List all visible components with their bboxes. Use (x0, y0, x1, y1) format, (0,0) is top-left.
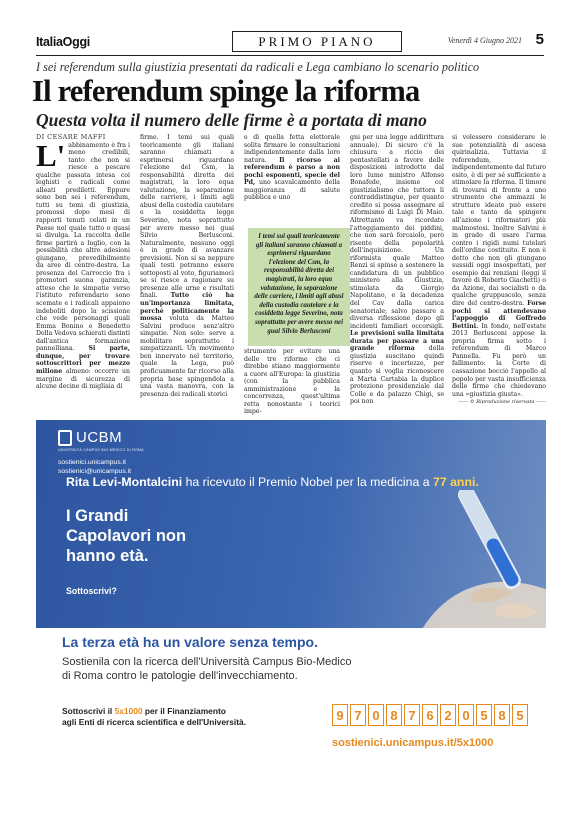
column-text: della giustizia suscitano quindi riserve e incertezze, per quanto si voglia riconoscere a Marta Cartabia la duplice protezione presidenziale dal Colle e da palazzo Chigi, se poi non (350, 345, 444, 406)
article-column-5 (452, 134, 546, 416)
hand-with-test-tube-icon (376, 490, 546, 628)
column-lead: Le previsioni sulla limitata durata per passare a una grande riforma (350, 330, 444, 353)
rights-note: —— © Riproduzione riservata —— (458, 399, 546, 406)
column-text: voluta da Matteo Salvini produce senz'altro simpatie. Non solo: serve a mobilitare soprattutto i simpatizzanti. Un movimento ben innervato nel territorio, quale la Lega, può proficuamente far ricorso alla propria base spingendola a una vasta manovra, con la presenza dei radicali storici (140, 315, 234, 398)
newspaper-logo: ItaliaOggi (36, 34, 90, 49)
column-lead: Tutto ciò ha un'importanza limitata, perché politicamente la mossa (140, 292, 234, 323)
tax-code-digit: 8 (494, 704, 510, 726)
ad-body-line: di Roma contro le patologie dell'invecchiamento. (62, 670, 298, 682)
ad-cta (62, 706, 246, 728)
issue-date: Venerdì 4 Giugno 2021 (447, 36, 522, 45)
ad-cta-text: per il Finanziamento (142, 706, 226, 716)
ad-body (62, 655, 351, 683)
column-text: almeno: occorre un margine di sicurezza di alcune decine di migliaia di (36, 367, 130, 391)
tax-code-digit: 7 (350, 704, 366, 726)
article-body (36, 134, 546, 416)
ad-contacts (58, 459, 131, 476)
ad-tagline-name: Rita Levi-Montalcini (66, 475, 183, 489)
ad-ask: Sottoscrivi? (66, 586, 117, 596)
column-text: abbinamento è fra i meno credibili, tanto che non si riesce a pescare qualche passata intesa coi leghisti e radicali come alleati prediletti. Eppure sono ben sei i referendum, tutti su temi di giustizia, promossi dopo mesi di rapporti tenuti celati in un Paese nel quale tutto o quasi si divulga. La raccolta delle firme partirà a luglio, con la possibilità che altre adesioni giungano, prevedibilmente da aree di centro-destra. La presenza del Carroccio fra i promotori suona garanzia, atteso che le simpatie verso l'istituto referendario sono scemate e i radicali appaiono indeboliti dopo la scissione che vede personaggi quali Emma Bonino e Benedetto Della Vedova schierati distinti dall'antica formazione pannelliana. (36, 141, 130, 353)
column-text: gni per una legge addirittura annuale). Di sicuro c'è la chiusura a riccio dei pentastellati a favore delle disposizioni introdotte dal loro lume ministro Alfonso Bonafede, insieme col giustizialismo che tuttora li contraddistingue, per quanto credito si possa assegnare al riformismo di Luigi Di Maio. Altrettanto va ricordato l'atteggiamento dei piddini, che non sarà forcaiolo, però risente della popolarità dell'inquisizione. Un riformista quale Matteo Renzi si spinse a sostenere la candidatura di un pubblico ministero alla Giustizia, stimolata da Giorgio Napolitano, e la decadenza del Cav dalla carica senatoriale; salvo passare a diversa riflessione dopo gli incidenti familiari occorsigli. (350, 134, 444, 330)
tax-code-digit: 9 (332, 704, 348, 726)
tax-code-digit: 0 (458, 704, 474, 726)
ad-brand-sub: UNIVERSITÀ CAMPUS BIO-MEDICO DI ROMA (58, 448, 144, 452)
article-subhead: Questa volta il numero delle firme è a portata di mano (36, 110, 427, 130)
ad-tagline-text: ha ricevuto il Premio Nobel per la medicina a (182, 475, 433, 489)
tax-code-digit: 0 (368, 704, 384, 726)
ad-brand: UCBM (76, 429, 123, 446)
drop-cap: L' (36, 137, 66, 173)
ad-body-line: Sostienila con la ricerca dell'Università Campus Bio-Medico (62, 656, 352, 668)
column-lead: Si parte, dunque, per trovare sottoscrittori per mezzo milione (36, 345, 130, 375)
masthead (36, 28, 544, 56)
ad-cta-text: Sottoscrivi il (62, 706, 115, 716)
tax-code-digit: 6 (422, 704, 438, 726)
column-text: firme. I temi sui quali teoricamente gli italiani saranno chiamati a esprimersi riguardano l'elezione del Csm, la responsabilità diretta dei magistrati, la loro equa valutazione, la separazione delle carriere, i limiti agli abusi della custodia cautelare e la cosiddetta legge Severino, nota soprattutto per avere messo nei guai Silvio Berlusconi. Naturalmente, nessuno oggi è in grado di avanzare previsioni. Non si sa neppure quali testi potranno essere sottoposti al voto, figuriamoci se si riesce a ragionare su presenze alle urne e risultati finali. (140, 134, 234, 300)
ucbm-logo-icon (58, 430, 72, 446)
tax-code-digit: 5 (476, 704, 492, 726)
advertisement[interactable] (36, 420, 546, 792)
column-text: strumento per evitare una delle tre riforme che ci direbbe stiano maggiormente a cuore all'Europa: la giustizia (con la pubblica amministrazione e la concorrenza, quest'ultima retta nonostante i teorici impe- (244, 348, 340, 416)
article-column-4 (350, 134, 444, 416)
ad-footer (36, 628, 546, 792)
ad-cta-highlight: 5x1000 (114, 706, 143, 716)
article-kicker: I sei referendum sulla giustizia presentati da radicali e Lega cambiano lo scenario politico (36, 60, 480, 74)
ad-website-link[interactable]: sostienici.unicampus.it (58, 459, 126, 466)
ad-banner (36, 420, 546, 628)
column-text: si volessero considerare le sue potenzialità di ascesa quirinalizia. Tuttavia il referendum, indipendentemente dal futuro esito, è di per sé sufficiente a stimolare la riforma. Il timore di trovarsi di fronte a uno strumento che ammazzi le strutture ideate può essere tale e tanto da spingere all'azione i riformatori più malmostosi. Inoltre Salvini è in grado di usare l'arma contro i rigidi numi tutelari dell'ordine costituito. E non è detto che non gli giungano sussidi oggi insospettati, per esempio dai renziani (leggi il favore di Roberto Giachetti) o da Azione, dai socialisti o da qualche gruppuscolo, senza dire del centro-destra. (452, 134, 546, 308)
column-lead: Il ricorso ai referendum è parso a non pochi esponenti, specie del Pd, (244, 156, 340, 187)
column-lead: Forse pochi si attendevano l'appoggio di Goffredo Bettini. (452, 300, 546, 330)
pull-quote: I temi sui quali teoricamente gli italiani saranno chiamati a esprimersi riguardano l'elezione del Csm, la responsabilità diretta dei magistrati, la loro equa valutazione, la separazione delle carriere, i limiti agli abusi della custodia cautelare e la cosiddetta legge Severino, nota soprattutto per avere messo nei guai Silvio Berlusconi (248, 228, 350, 346)
page-number: 5 (535, 31, 544, 48)
ad-url-link[interactable]: sostienici.unicampus.it/5x1000 (332, 737, 494, 749)
article-column-2 (140, 134, 234, 416)
ad-cta-text: agli Enti di ricerca scientifica e dell'Università. (62, 717, 246, 727)
tax-code-boxes (332, 704, 528, 726)
section-label: PRIMO PIANO (232, 31, 402, 52)
tax-code-digit: 2 (440, 704, 456, 726)
ad-tagline (66, 475, 479, 489)
column-text: uno scavalcamento della maggioranza di salute pubblica e uno (244, 179, 340, 202)
column-text: e di quella fetta elettorale solita firmare le consultazioni indipendentemente dalla loro natura. (244, 134, 340, 164)
article-headline: Il referendum spinge la riforma (32, 74, 420, 108)
ad-email-link[interactable]: sostienici@unicampus.it (58, 467, 132, 475)
column-text: In fondo, nell'estate 2013 Berlusconi appose la propria firma sotto i referendum di Marco Pannella. Fu però un fallimento: la Corte di cassazione bocciò l'appello al popolo per vasta insufficienza delle firme che chiedevano una «giustizia giusta». (452, 322, 546, 398)
article-column-1 (36, 134, 130, 416)
tax-code-digit: 7 (404, 704, 420, 726)
tax-code-digit: 5 (512, 704, 528, 726)
byline: DI CESARE MAFFI (36, 134, 106, 141)
ad-claim-secondary: La terza età ha un valore senza tempo. (62, 634, 318, 650)
ad-claim: I Grandi Capolavori non hanno età. (66, 507, 187, 565)
tax-code-digit: 8 (386, 704, 402, 726)
ad-tagline-age: 77 anni. (433, 475, 479, 489)
